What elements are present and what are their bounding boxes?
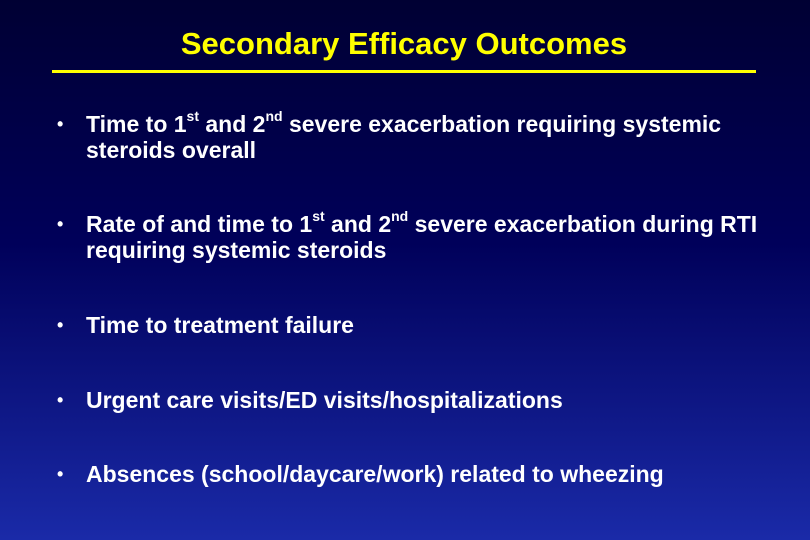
slide-title: Secondary Efficacy Outcomes: [180, 26, 628, 61]
bullet-dot-icon: •: [57, 390, 64, 410]
bullet-item: [57, 208, 777, 265]
bullet-dot-icon: •: [57, 114, 64, 134]
bullet-item: [57, 387, 777, 415]
bullet-text: Absences (school/daycare/work) related to wheezing: [86, 461, 664, 487]
bullet-dot-icon: •: [57, 464, 64, 484]
bullet-item: [57, 461, 777, 515]
bullet-text: Time to 1st and 2nd severe exacerbation requiring systemic steroids overall: [86, 108, 722, 163]
bullet-item: [57, 312, 777, 340]
bullet-dot-icon: •: [57, 214, 64, 234]
bullet-text: Urgent care visits/ED visits/hospitalizations: [86, 387, 563, 413]
bullet-item: [57, 108, 777, 165]
bullet-text: Rate of and time to 1st and 2nd severe exacerbation during RTI requiring systemic steroids: [86, 208, 758, 263]
bullet-text: Time to treatment failure: [86, 312, 354, 338]
bullet-dot-icon: •: [57, 315, 64, 335]
